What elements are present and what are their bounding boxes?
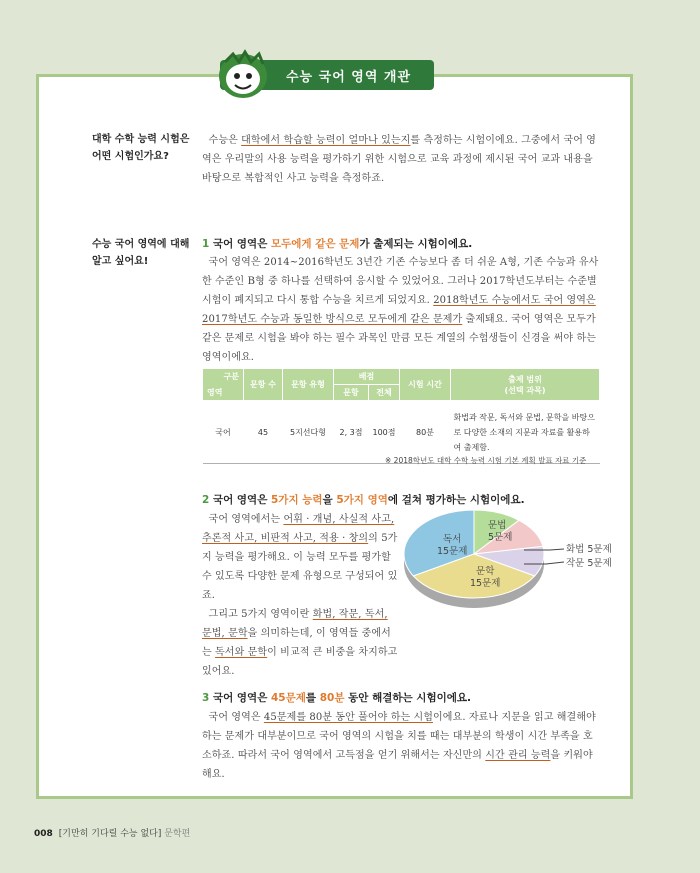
mascot-face-icon <box>215 48 271 102</box>
col-score-header: 배점 <box>334 369 400 385</box>
col-range-header: 출제 범위 (선택 과목) <box>451 369 600 401</box>
label-writing: 작문 5문제 <box>566 558 612 569</box>
point3-heading: 3 국어 영역은 45문제를 80분 동안 해결하는 시험이에요. <box>202 692 472 704</box>
section-title: 수능 국어 영역 개관 <box>286 70 412 85</box>
col-type-header: 문항 유형 <box>283 369 334 401</box>
point3-paragraph: 국어 영역은 45문제를 80분 동안 풀어야 하는 시험이에요. 자료나 지문을 읽고 해결해야 하는 문제가 대부분이므로 국어 영역의 시험을 치를 때는 대부분의 학생이 시간 부족을 호소하죠. 따라서 국어 영역에서 고득점을 얻기 위해서는 자신만의 시간 관리 능력을 키워야 해요. <box>202 712 596 780</box>
point2-paragraph: 국어 영역에서는 어휘 · 개념, 사실적 사고, 추론적 사고, 비판적 사고, 적용 · 창의의 5가지 능력을 평가해요. 이 능력 모두를 평가할 수 있도록 다양한 문제 유형으로 구성되어 있죠. 그리고 5가지 영역이란 화법, 작문, 독서, 문법, 문학을 의미하는데, 이 영역들 중에서는 독서와 문학이 비교적 큰 비중을 차지하고 있어요. <box>202 514 398 677</box>
page-footer <box>34 826 190 839</box>
footer-part: 문학편 <box>164 829 191 839</box>
intro-paragraph: 수능은 대학에서 학습할 능력이 얼마나 있는지를 측정하는 시험이에요. 그중에서 국어 영역은 우리말의 사용 능력을 평가하기 위한 시험으로 교육 과정에 제시된 국어 교과 내용을 바탕으로 복합적인 사고 능력을 측정하죠. <box>202 135 596 184</box>
point2-heading: 2 국어 영역은 5가지 능력을 5가지 영역에 걸쳐 평가하는 시험이에요. <box>202 494 525 506</box>
col-score-total-header: 전체 <box>369 385 400 401</box>
pie-leader-lines <box>520 540 570 570</box>
label-grammar: 문법 5문제 <box>488 520 513 543</box>
col-score-item-header: 문항 <box>334 385 369 401</box>
exam-info-table <box>202 368 600 464</box>
label-literature: 문학 15문제 <box>470 566 501 589</box>
table-corner-header: 구분 영역 <box>203 369 244 401</box>
table-row: 국어 45 5지선다형 2, 3점 100점 80분 화법과 작문, 독서와 문법, 문학을 바탕으로 다양한 소재의 지문과 자료를 활용하여 출제함. <box>203 401 600 464</box>
point1-paragraph: 국어 영역은 2014~2016학년도 3년간 기존 수능보다 좀 더 쉬운 A형, 기존 수능과 유사한 수준인 B형 중 하나를 선택하여 응시할 수 있었어요. 그러나 2017학년도부터는 수준별 시험이 폐지되고 다시 통합 수능을 치르게 되었지요. 2018학년도 수능에서도 국어 영역은 2017학년도 수능과 동일한 방식으로 모두에게 같은 문제가 출제돼요. 국어 영역은 모두가 같은 문제로 시험을 봐야 하는 필수 과목인 만큼 모든 계열의 수험생들이 신경을 써야 하는 영역이에요. <box>202 257 599 363</box>
table-note: ※ 2018학년도 대학 수학 능력 시험 기본 계획 발표 자료 기준 <box>385 456 587 465</box>
question-suneung: 대학 수학 능력 시험은 어떤 시험인가요? <box>92 134 190 162</box>
col-count-header: 문항 수 <box>244 369 283 401</box>
question-korean: 수능 국어 영역에 대해 알고 싶어요! <box>92 239 190 267</box>
footer-series: [기만히 기다릴 수능 없다] <box>58 829 162 839</box>
col-time-header: 시험 시간 <box>400 369 451 401</box>
point1-heading: 1 국어 영역은 모두에게 같은 문제가 출제되는 시험이에요. <box>202 238 473 250</box>
page-number: 008 <box>34 829 53 839</box>
label-reading: 독서 15문제 <box>437 534 468 557</box>
label-speech: 화법 5문제 <box>566 544 612 555</box>
